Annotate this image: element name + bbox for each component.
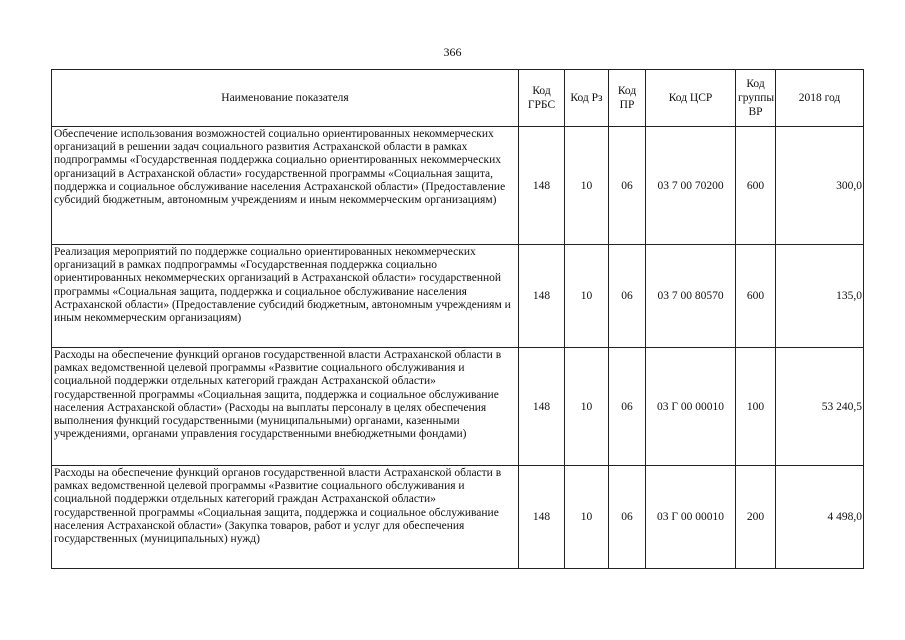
row-vr: 600 — [736, 127, 776, 245]
row-rz: 10 — [565, 127, 609, 245]
row-vr: 600 — [736, 245, 776, 348]
row-name: Расходы на обеспечение функций органов государственной власти Астраханской области в рамках ведомственной целевой программы «Развитие социального обслуживания и социальной поддержки отдельных категорий граждан Астраханской области» государственной программы «Социальная защита, поддержка и социальное обслуживание населения Астраханской области» (Расходы на выплаты персоналу в целях обеспечения выполнения функций государственными (муниципальными) органами, казенными учреждениями, органами управления государственными внебюджетными фондами) — [52, 348, 519, 466]
row-rz: 10 — [565, 348, 609, 466]
row-amount: 53 240,5 — [776, 348, 864, 466]
header-grbs: Код ГРБС — [519, 70, 565, 127]
row-csr: 03 7 00 70200 — [646, 127, 736, 245]
row-pr: 06 — [609, 466, 646, 569]
row-name: Реализация мероприятий по поддержке социально ориентированных некоммерческих организаций в рамках подпрограммы «Государственная поддержка социально ориентированных некоммерческих организаций в Астраханской области» государственной программы «Социальная защита, поддержка и социальное обслуживание населения Астраханской области» (Предоставление субсидий бюджетным, автономным учреждениям и иным некоммерческим организациям) — [52, 245, 519, 348]
page-number: 366 — [443, 45, 462, 59]
row-pr: 06 — [609, 348, 646, 466]
header-vr: Код группы ВР — [736, 70, 776, 127]
header-rz: Код Рз — [565, 70, 609, 127]
table-row — [52, 245, 864, 348]
row-amount: 135,0 — [776, 245, 864, 348]
table-row — [52, 466, 864, 569]
row-vr: 100 — [736, 348, 776, 466]
row-csr: 03 Г 00 00010 — [646, 348, 736, 466]
header-year: 2018 год — [776, 70, 864, 127]
row-grbs: 148 — [519, 466, 565, 569]
row-pr: 06 — [609, 127, 646, 245]
table-header-row — [52, 70, 864, 127]
row-vr: 200 — [736, 466, 776, 569]
table-row — [52, 127, 864, 245]
row-csr: 03 7 00 80570 — [646, 245, 736, 348]
row-name: Обеспечение использования возможностей социально ориентированных некоммерческих организаций в решении задач социального развития Астраханской области в рамках подпрограммы «Государственная поддержка социально ориентированных некоммерческих организаций в Астраханской области» государственной программы «Социальная защита, поддержка и социальное обслуживание населения Астраханской области» (Предоставление субсидий бюджетным, автономным учреждениям и иным некоммерческим организациям) — [52, 127, 519, 245]
row-rz: 10 — [565, 245, 609, 348]
header-pr: Код ПР — [609, 70, 646, 127]
row-rz: 10 — [565, 466, 609, 569]
table-row — [52, 348, 864, 466]
row-pr: 06 — [609, 245, 646, 348]
row-csr: 03 Г 00 00010 — [646, 466, 736, 569]
row-grbs: 148 — [519, 245, 565, 348]
row-grbs: 148 — [519, 127, 565, 245]
header-csr: Код ЦСР — [646, 70, 736, 127]
row-amount: 4 498,0 — [776, 466, 864, 569]
row-amount: 300,0 — [776, 127, 864, 245]
budget-table — [51, 69, 864, 569]
row-name: Расходы на обеспечение функций органов государственной власти Астраханской области в рамках ведомственной целевой программы «Развитие социального обслуживания и социальной поддержки отдельных категорий граждан Астраханской области» государственной программы «Социальная защита, поддержка и социальное обслуживание населения Астраханской области» (Закупка товаров, работ и услуг для обеспечения государственных (муниципальных) нужд) — [52, 466, 519, 569]
row-grbs: 148 — [519, 348, 565, 466]
header-name: Наименование показателя — [52, 70, 519, 127]
